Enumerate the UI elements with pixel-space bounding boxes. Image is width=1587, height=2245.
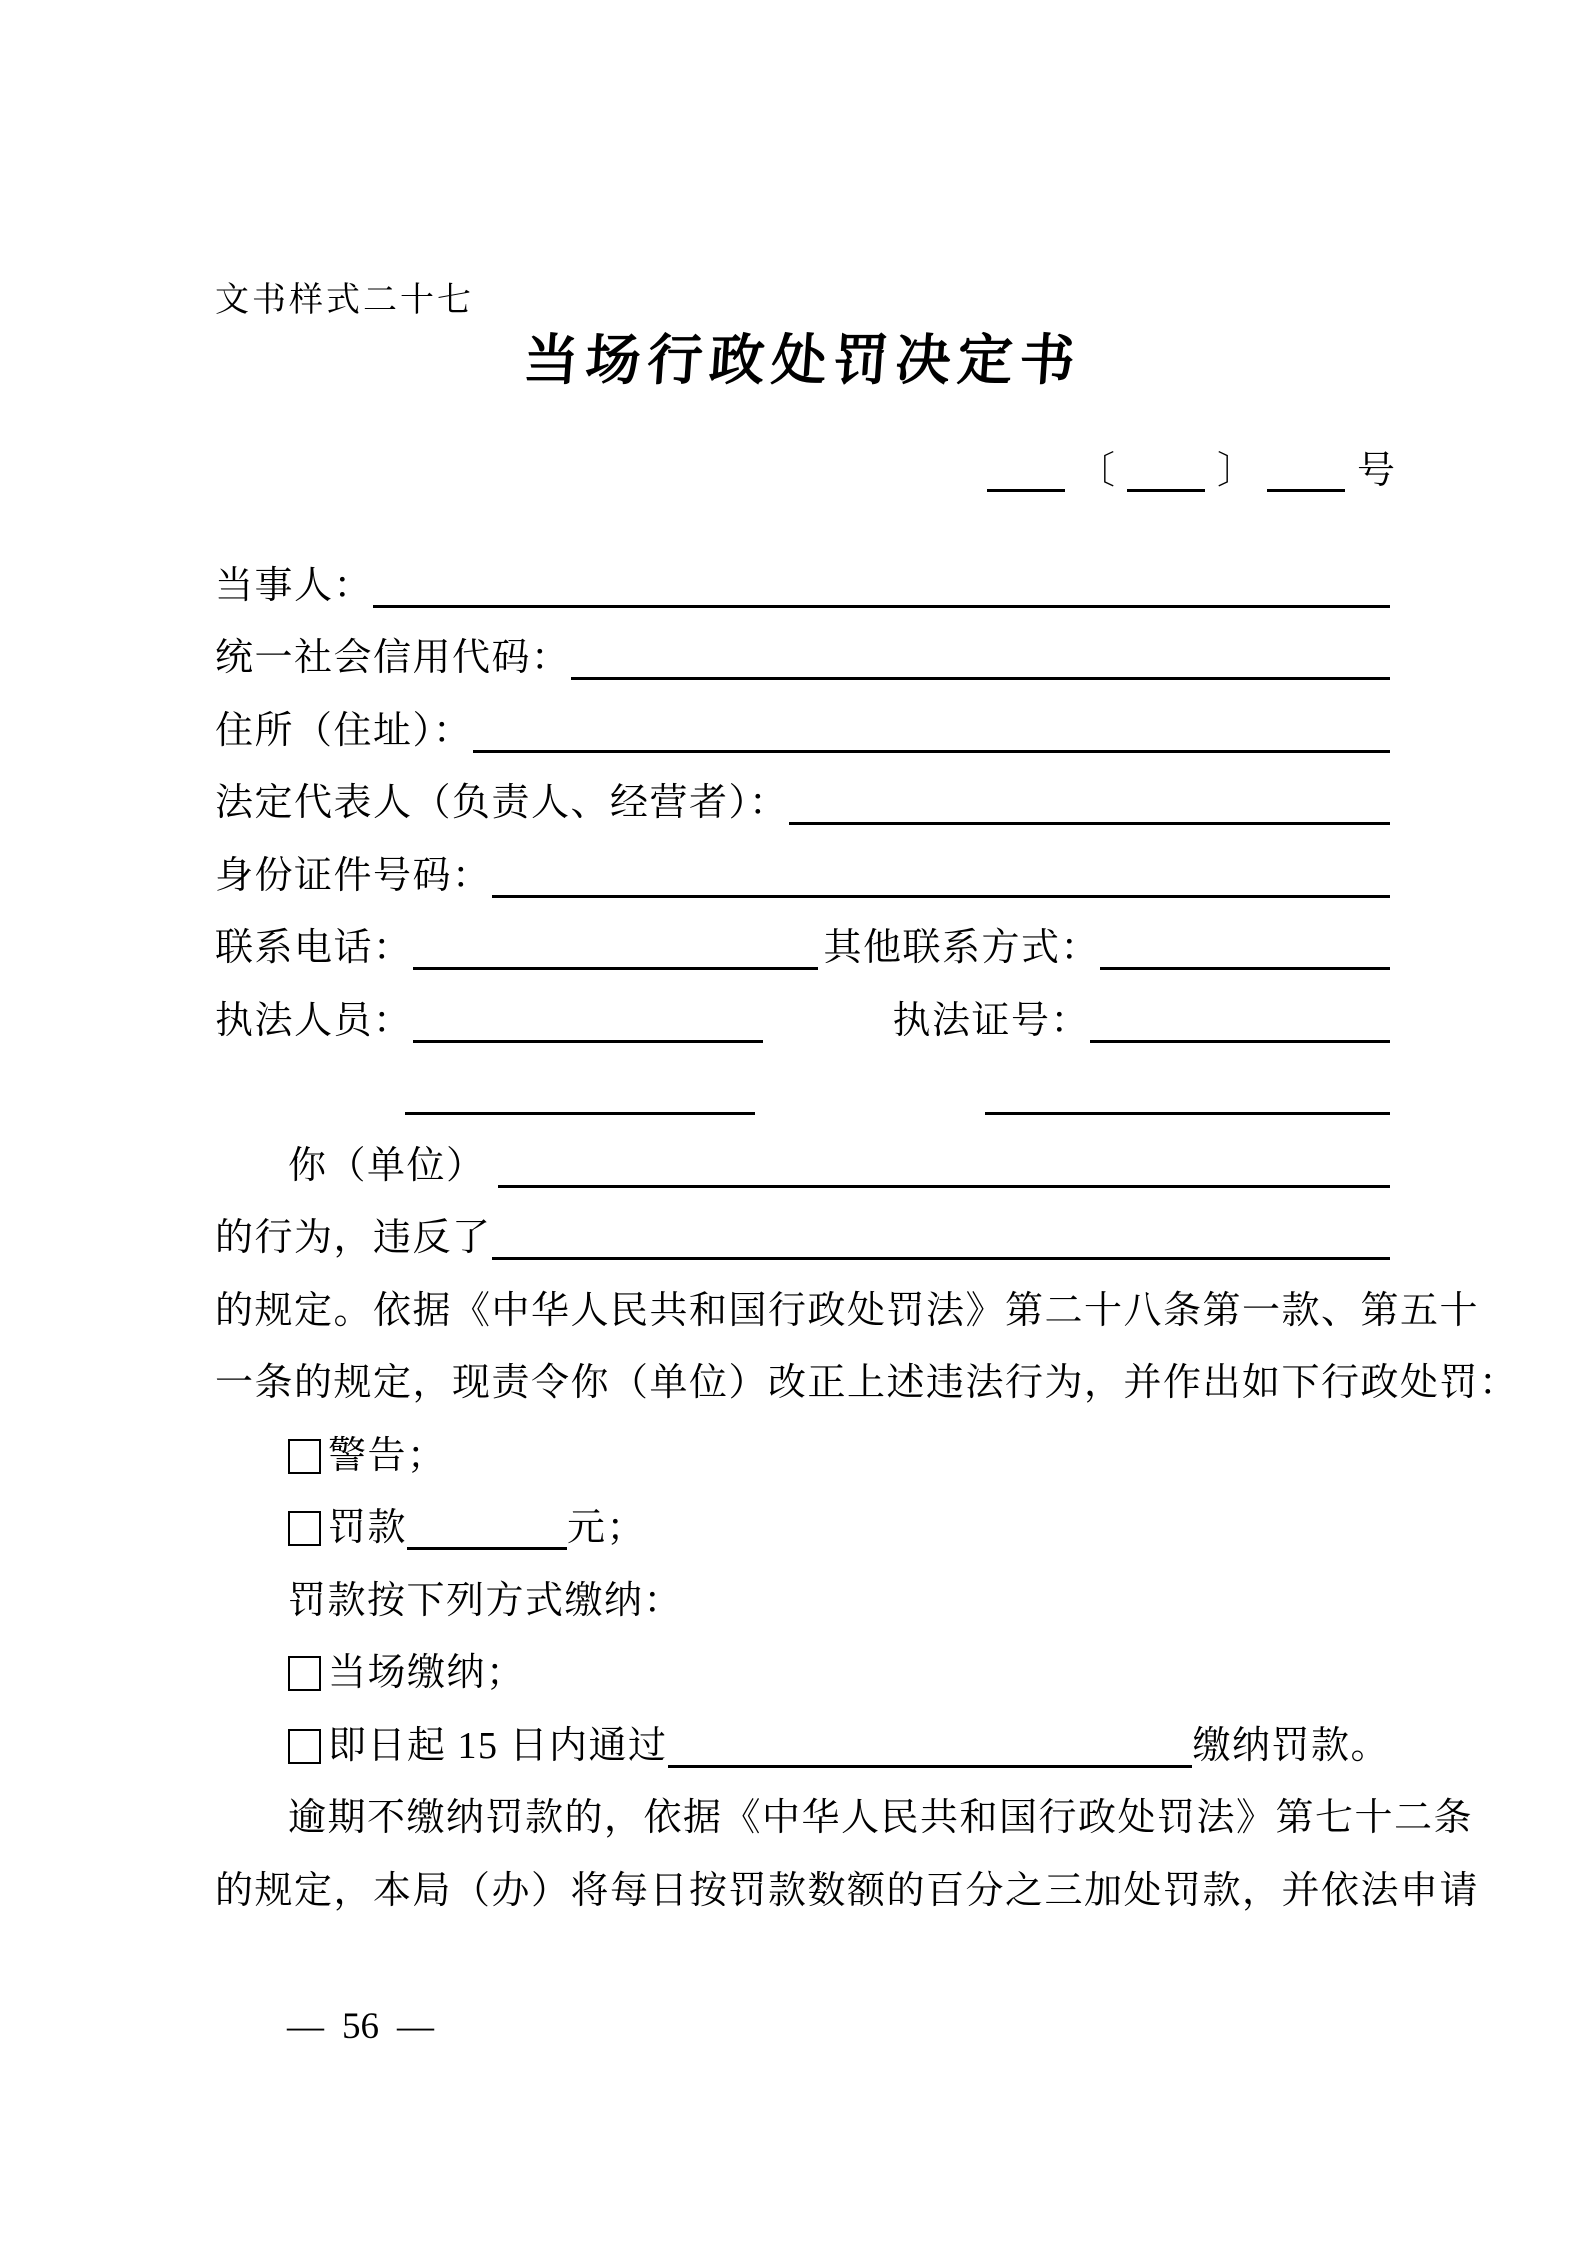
officer-2-input[interactable]	[405, 1070, 755, 1115]
doc-number-close-bracket: 〕	[1216, 450, 1255, 492]
doc-number-suffix: 号	[1356, 450, 1395, 492]
pay-onsite-label: 当场缴纳；	[328, 1652, 526, 1695]
fine-prefix-label: 罚款	[328, 1507, 408, 1550]
doc-number-open-bracket: 〔	[1076, 450, 1115, 492]
document-title: 当场行政处罚决定书	[521, 330, 1084, 391]
pay-channel-input[interactable]	[668, 1723, 1193, 1768]
field-row-contacts	[215, 898, 1390, 971]
option-row-pay-onsite	[215, 1623, 1390, 1696]
id-number-label: 身份证件号码：	[215, 854, 492, 897]
form-body	[215, 535, 1519, 1913]
fine-checkbox[interactable]	[288, 1511, 321, 1546]
field-row-you-unit	[215, 1115, 1390, 1188]
id-number-input[interactable]	[492, 853, 1390, 898]
phone-label: 联系电话：	[215, 927, 413, 970]
pay-onsite-checkbox[interactable]	[288, 1656, 321, 1691]
overdue-line1-text: 逾期不缴纳罚款的，依据《中华人民共和国行政处罚法》第七十二条	[288, 1797, 1474, 1840]
officer-label: 执法人员：	[215, 999, 413, 1042]
doc-number-blank-3[interactable]	[1267, 449, 1345, 492]
field-row-legal-rep	[215, 753, 1390, 826]
cert-number-label: 执法证号：	[892, 999, 1091, 1042]
pay-within-suffix-label: 缴纳罚款。	[1192, 1724, 1390, 1767]
paragraph-overdue-line2	[215, 1840, 1480, 1913]
regulation-line1-text: 的规定。依据《中华人民共和国行政处罚法》第二十八条第一款、第五十	[215, 1289, 1480, 1332]
field-row-party	[215, 535, 1390, 608]
doc-number-blank-2[interactable]	[1127, 449, 1205, 492]
behavior-label: 的行为，违反了	[215, 1217, 492, 1260]
field-row-credit-code	[215, 608, 1390, 681]
cert-number-2-input[interactable]	[985, 1070, 1390, 1115]
paragraph-regulation-line2	[215, 1333, 1519, 1406]
page-number: 56	[342, 2006, 379, 2047]
field-row-address	[215, 680, 1390, 753]
field-row-id-number	[215, 825, 1390, 898]
payment-header-label: 罚款按下列方式缴纳：	[288, 1579, 684, 1622]
footer-dash-right: —	[397, 2006, 434, 2047]
you-unit-label: 你（单位）	[288, 1144, 486, 1187]
behavior-input[interactable]	[492, 1215, 1390, 1260]
legal-rep-input[interactable]	[789, 780, 1390, 825]
phone-input[interactable]	[413, 925, 818, 970]
credit-code-label: 统一社会信用代码：	[215, 637, 571, 680]
field-row-officer-2	[215, 1043, 1390, 1116]
fine-amount-input[interactable]	[407, 1505, 567, 1550]
fine-suffix-label: 元；	[567, 1507, 647, 1550]
party-label: 当事人：	[215, 564, 374, 607]
pay-within-prefix-label: 即日起 15 日内通过	[328, 1724, 668, 1767]
pay-within-checkbox[interactable]	[288, 1729, 321, 1764]
legal-rep-label: 法定代表人（负责人、经营者）：	[215, 782, 789, 825]
payment-header-row	[215, 1550, 1390, 1623]
option-row-warning	[215, 1405, 1390, 1478]
credit-code-input[interactable]	[571, 635, 1390, 680]
document-number-line	[987, 444, 1395, 492]
you-unit-input[interactable]	[498, 1143, 1390, 1188]
other-contact-input[interactable]	[1100, 925, 1390, 970]
officer-input[interactable]	[413, 998, 763, 1043]
regulation-line2-text: 一条的规定，现责令你（单位）改正上述违法行为，并作出如下行政处罚：	[215, 1362, 1519, 1405]
address-input[interactable]	[473, 708, 1390, 753]
party-input[interactable]	[373, 563, 1390, 608]
other-contact-label: 其他联系方式：	[823, 927, 1101, 970]
warning-checkbox[interactable]	[288, 1439, 321, 1474]
doc-number-blank-1[interactable]	[987, 449, 1065, 492]
document-style-label: 文书样式二十七	[215, 282, 474, 319]
page-footer	[287, 2008, 434, 2045]
footer-dash-left: —	[287, 2006, 324, 2047]
paragraph-overdue-line1	[215, 1768, 1474, 1841]
paragraph-regulation-line1	[215, 1260, 1480, 1333]
option-row-fine	[215, 1478, 1390, 1551]
field-row-officer	[215, 970, 1390, 1043]
field-row-behavior	[215, 1188, 1390, 1261]
cert-number-input[interactable]	[1090, 998, 1390, 1043]
overdue-line2-text: 的规定，本局（办）将每日按罚款数额的百分之三加处罚款，并依法申请	[215, 1869, 1480, 1912]
warning-label: 警告；	[328, 1434, 447, 1477]
address-label: 住所（住址）：	[215, 709, 473, 752]
option-row-pay-within	[215, 1695, 1390, 1768]
